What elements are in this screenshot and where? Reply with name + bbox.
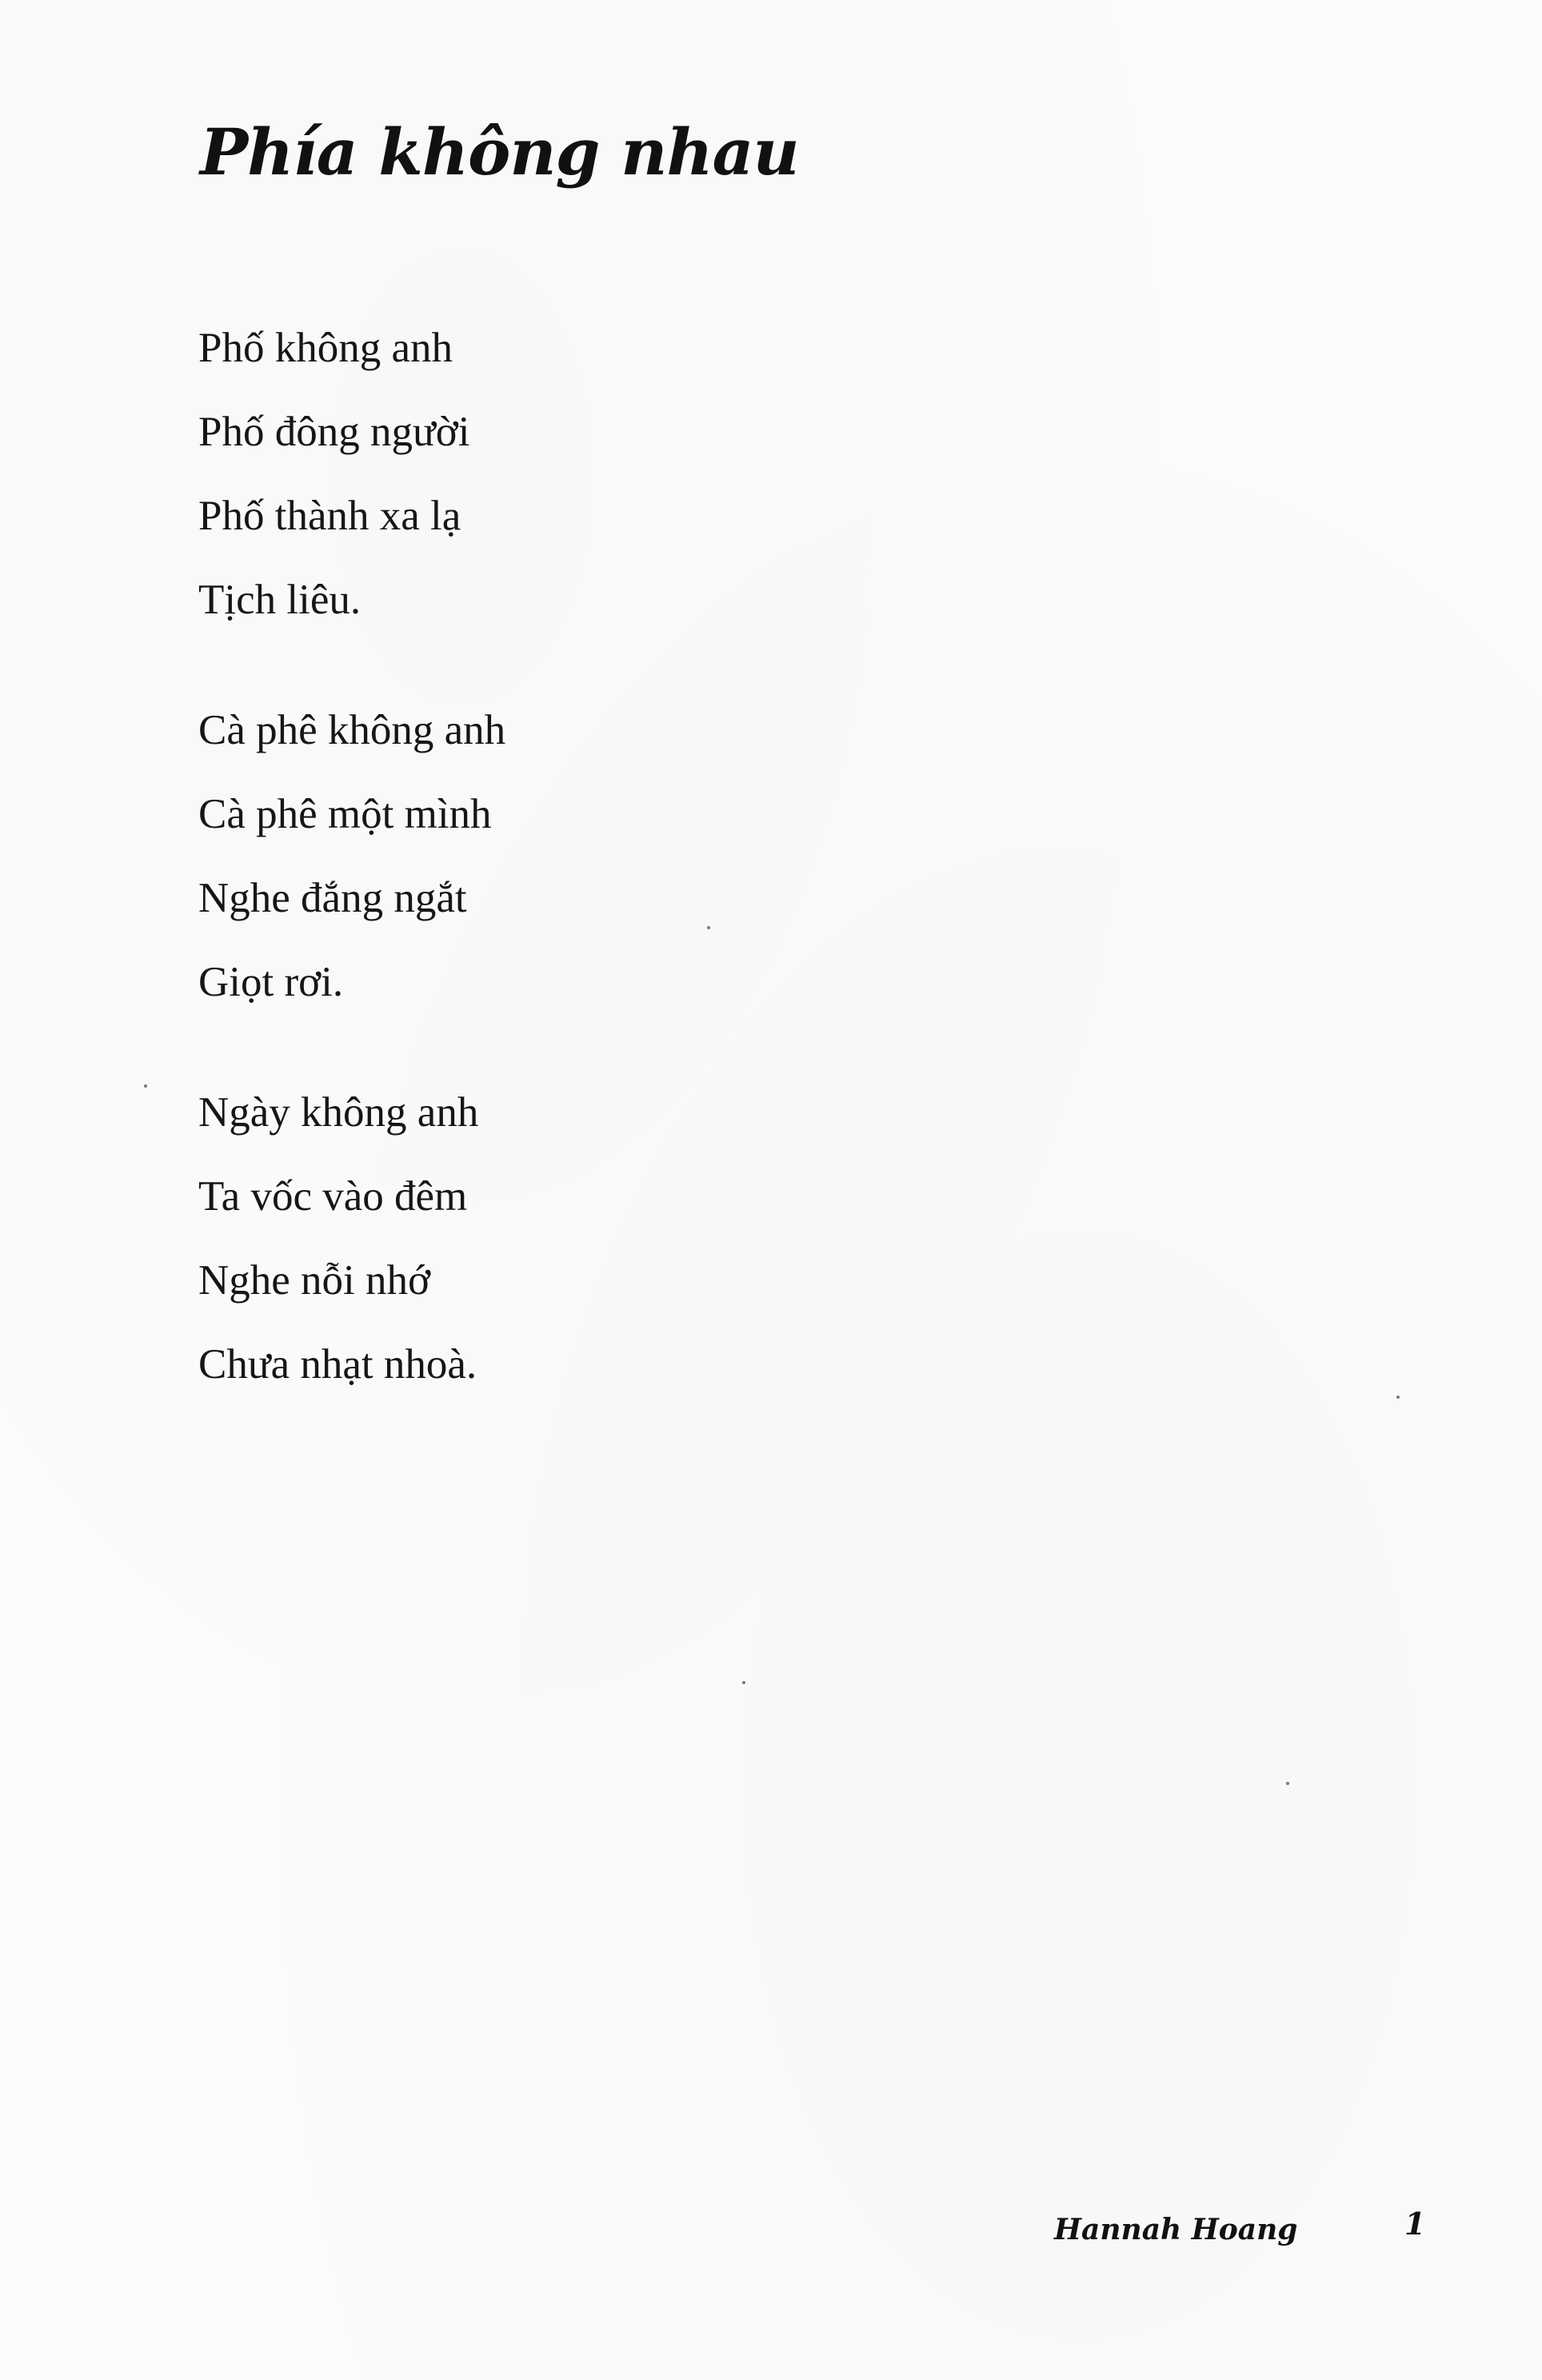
poem-body bbox=[198, 306, 1078, 1453]
poem-line: Cà phê không anh bbox=[198, 707, 506, 753]
page-number: 1 bbox=[1404, 2206, 1426, 2242]
poem-line: Phố không anh bbox=[198, 325, 453, 371]
poem-line: Phố thành xa lạ bbox=[198, 493, 461, 539]
poem-line: Ngày không anh bbox=[198, 1089, 479, 1136]
stanza-2 bbox=[198, 689, 1078, 1024]
poem-line: Ta vốc vào đêm bbox=[198, 1173, 468, 1220]
poem-line: Nghe đắng ngắt bbox=[198, 875, 467, 921]
poem-line: Nghe nỗi nhớ bbox=[198, 1257, 431, 1304]
paper-speck bbox=[707, 926, 710, 929]
paper-speck bbox=[1396, 1396, 1400, 1399]
stanza-1 bbox=[198, 306, 1078, 642]
paper-speck bbox=[742, 1681, 745, 1684]
footer-author: Hannah Hoang bbox=[1054, 2213, 1298, 2246]
poem-line: Chưa nhạt nhoà. bbox=[198, 1341, 477, 1388]
poem-line: Cà phê một mình bbox=[198, 791, 492, 837]
poem-line: Tịch liêu. bbox=[198, 577, 362, 623]
stanza-3 bbox=[198, 1071, 1078, 1407]
poem-line: Giọt rơi. bbox=[198, 959, 344, 1005]
poem-title: Phía không nhau bbox=[200, 114, 799, 190]
paper-speck bbox=[1286, 1782, 1289, 1785]
paper-speck bbox=[144, 1084, 147, 1088]
poem-line: Phố đông người bbox=[198, 409, 470, 455]
